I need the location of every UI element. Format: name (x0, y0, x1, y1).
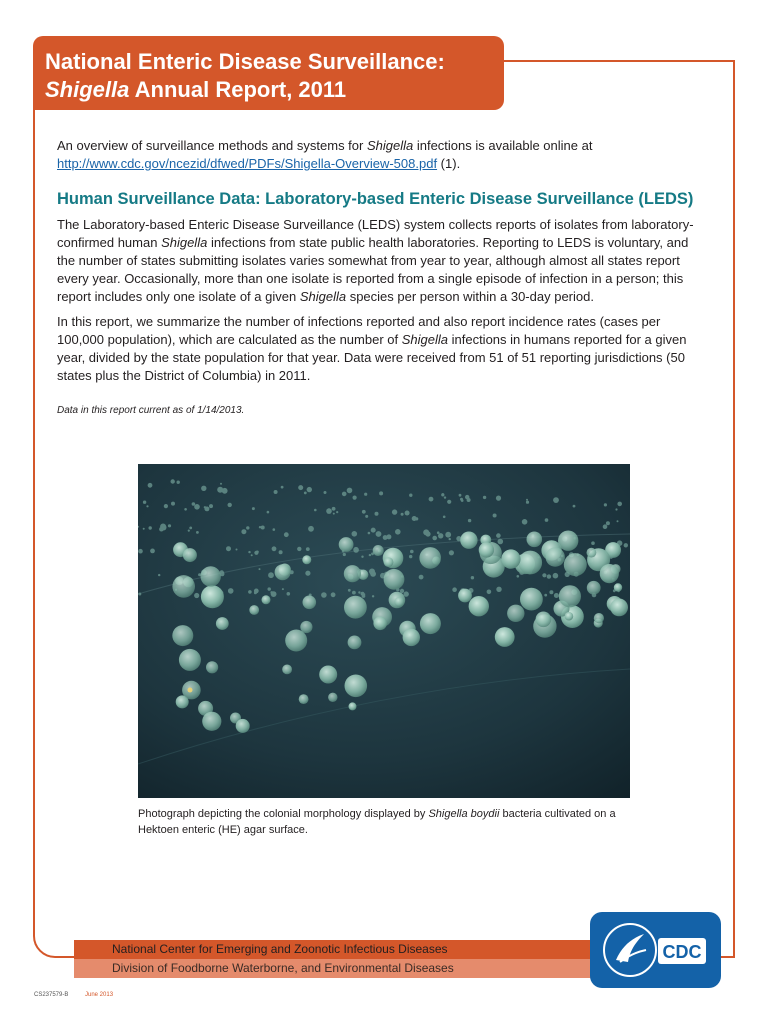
intro-text: An overview of surveillance methods and systems for (57, 138, 367, 153)
incidence-paragraph (57, 313, 707, 385)
caption-text-a: Photograph depicting the colonial morphology displayed by (138, 808, 429, 820)
link-suffix: (1). (437, 156, 461, 171)
para2-text-b: infections in humans reported for a given year, divided by the state population for that year. Data were received from 51 of 51 reporting jurisdictions (50 states plus the District of Columbia) in 2011. (57, 332, 687, 383)
photo-caption (138, 806, 638, 838)
title-organism: Shigella (45, 77, 130, 102)
cdc-logo-text: CDC (662, 942, 702, 962)
leds-paragraph (57, 216, 707, 306)
para1-text-c: species per person within a 30-day period. (346, 289, 594, 304)
section-heading: Human Surveillance Data: Laboratory-based Enteric Disease Surveillance (LEDS) (57, 190, 694, 208)
intro-paragraph (57, 137, 707, 173)
overview-link[interactable]: http://www.cdc.gov/ncezid/dfwed/PDFs/Shigella-Overview-508.pdf (57, 156, 438, 171)
footer-center-bar: National Center for Emerging and Zoonotic Infectious Diseases (74, 940, 701, 959)
title-line2-rest: Annual Report, 2011 (129, 77, 347, 102)
para2-organism: Shigella (401, 332, 448, 347)
para1-text-a: The Laboratory-based Enteric Disease Surveillance (LEDS) system collects reports of isolates from laboratory-confirmed human (57, 217, 694, 250)
para2-text-a: In this report, we summarize the number of infections reported and also report incidence rates (cases per 100,000 population), which are calculated as the number of (57, 314, 661, 347)
intro-text-after: infections is available online at (413, 138, 593, 153)
footer-division-bar: Division of Foodborne Waterborne, and Environmental Diseases (74, 959, 701, 978)
report-title-line1: National Enteric Disease Surveillance: (45, 49, 445, 74)
para1-organism-2: Shigella (299, 289, 347, 304)
report-title-banner (33, 36, 504, 110)
intro-organism: Shigella (366, 138, 414, 153)
data-currency-note: Data in this report current as of 1/14/2013. (57, 405, 245, 416)
document-date: June 2013 (85, 992, 114, 998)
shigella-colonies-photo (138, 464, 630, 798)
caption-text-b: bacteria cultivated on a Hektoen enteric (HE) agar surface. (138, 808, 616, 836)
caption-organism: Shigella boydii (428, 808, 500, 820)
document-id: CS237579-B (34, 992, 69, 998)
report-title-line2 (45, 76, 504, 104)
para1-text-b: infections from state public health laboratories. Reporting to LEDS is voluntary, and the number of states submitting isolates varies somewhat from year to year, although almost all states report every year. Occasionally, more than one isolate is reported from a single episode of infection in a person; this report includes only one isolate of a given (57, 235, 689, 304)
para1-organism-1: Shigella (161, 235, 208, 250)
cdc-logo (590, 912, 721, 988)
